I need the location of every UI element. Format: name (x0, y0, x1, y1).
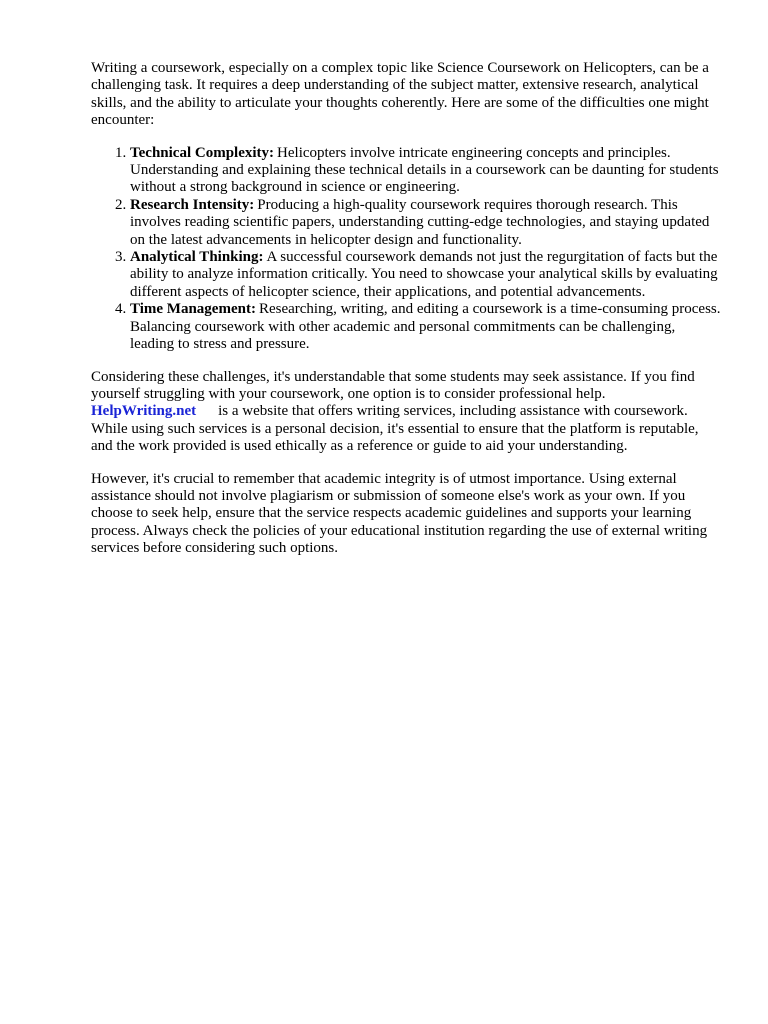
list-item-title: Analytical Thinking: (130, 249, 264, 266)
list-item (130, 145, 721, 197)
list-item-title: Technical Complexity: (130, 144, 275, 161)
intro-paragraph: Writing a coursework, especially on a complex topic like Science Coursework on Helicopters, can be a challenging task. It requires a deep understanding of the subject matter, extensive research, analytical skills, and the ability to articulate your thoughts coherently. Here are some of the difficulties one might encounter: (91, 60, 709, 129)
list-item-title: Time Management: (130, 301, 256, 318)
integrity-paragraph: However, it's crucial to remember that academic integrity is of utmost importance. Using external assistance should not involve plagiarism or submission of someone else's work as your own. If you choose to seek help, ensure that the service respects academic guidelines and supports your learning process. Always check the policies of your educational institution regarding the use of external writing services before considering such options. (91, 470, 708, 557)
difficulties-list (91, 145, 721, 354)
list-item (130, 197, 721, 249)
assistance-paragraph (91, 369, 721, 456)
document-page (91, 60, 721, 573)
list-item (130, 249, 721, 301)
assistance-text-after: is a website that offers writing services, including assistance with coursework. While using such services is a personal decision, it's essential to ensure that the platform is reputable, and the work provided is used ethically as a reference or guide to aid your understanding. (91, 403, 699, 455)
list-item-text: Researching, writing, and editing a coursework is a time-consuming process. Balancing coursework with other academic and personal commitments can be challenging, leading to stress and pressure. (130, 301, 721, 353)
helpwriting-link[interactable]: HelpWriting.net (91, 403, 197, 420)
list-item-text: Producing a high-quality coursework requires thorough research. This involves reading scientific papers, understanding cutting-edge technologies, and staying updated on the latest advancements in helicopter design and functionality. (130, 196, 710, 248)
list-item-text: A successful coursework demands not just the regurgitation of facts but the ability to analyze information critically. You need to showcase your analytical skills by evaluating different aspects of helicopter science, their applications, and potential advancements. (130, 249, 718, 300)
list-item-title: Research Intensity: (130, 196, 255, 213)
assistance-text-before: Considering these challenges, it's understandable that some students may seek assistance. If you find yourself struggling with your coursework, one option is to consider professional help. (91, 368, 695, 402)
list-item (130, 301, 721, 353)
list-item-text: Helicopters involve intricate engineering concepts and principles. Understanding and explaining these technical details in a coursework can be daunting for students without a strong background in science or engineering. (130, 144, 719, 196)
